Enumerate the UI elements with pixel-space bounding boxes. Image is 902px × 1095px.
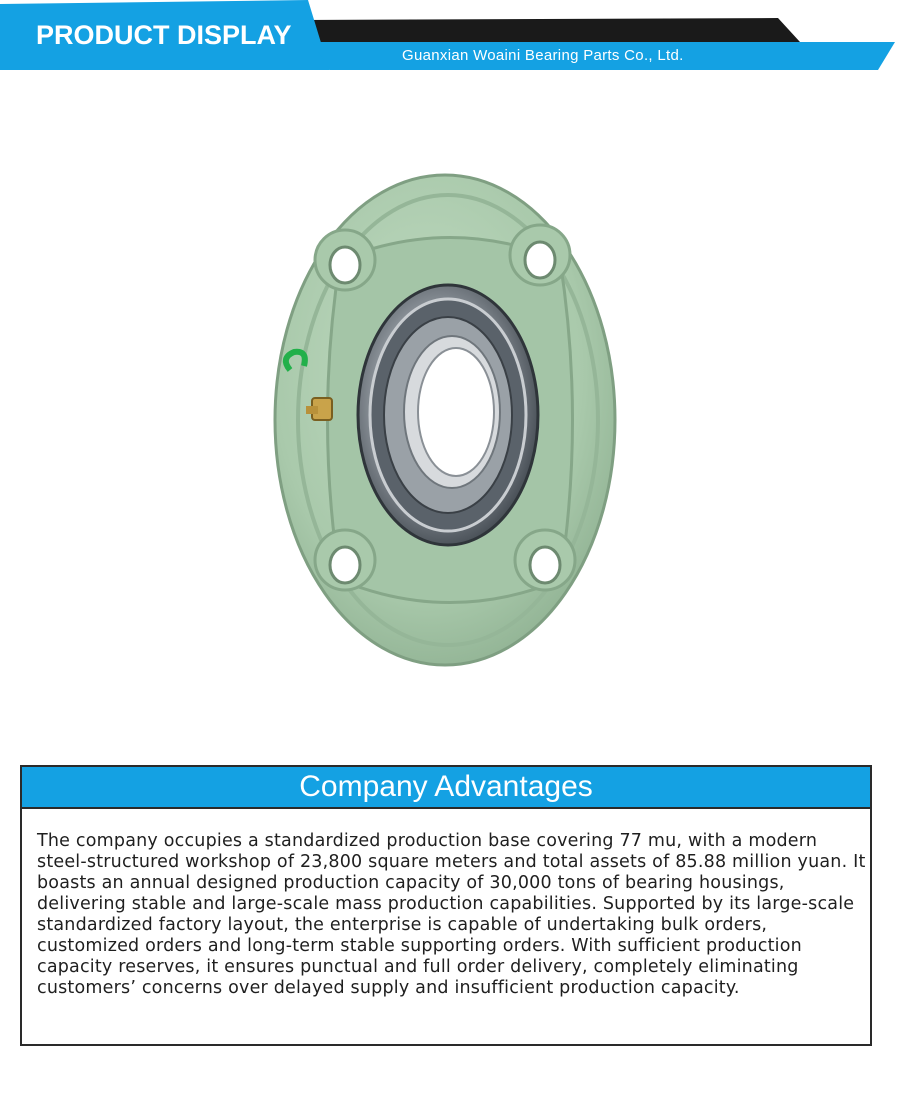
product-photo	[130, 120, 770, 720]
page-title: PRODUCT DISPLAY	[36, 20, 292, 50]
section-title: Company Advantages	[22, 767, 870, 809]
flange-bearing-housing-icon	[130, 120, 770, 720]
advantages-text: The company occupies a standardized production base covering 77 mu, with a modern steel-structured workshop of 23,800 square meters and total assets of 85.88 million yuan. It boasts an annual designed production capacity of 30,000 tons of bearing housings, delivering stable and large-scale mass production capabilities. Supported by its large-scale standardized factory layout, the enterprise is capable of undertaking bulk orders, customized orders and long-term stable supporting orders. With sufficient production capacity reserves, it ensures punctual and full order delivery, completely eliminating customers’ concerns over delayed supply and insufficient production capacity.	[37, 831, 866, 998]
company-advantages-box	[20, 765, 872, 1046]
company-name: Guanxian Woaini Bearing Parts Co., Ltd.	[402, 47, 684, 64]
header-banner	[0, 0, 902, 72]
